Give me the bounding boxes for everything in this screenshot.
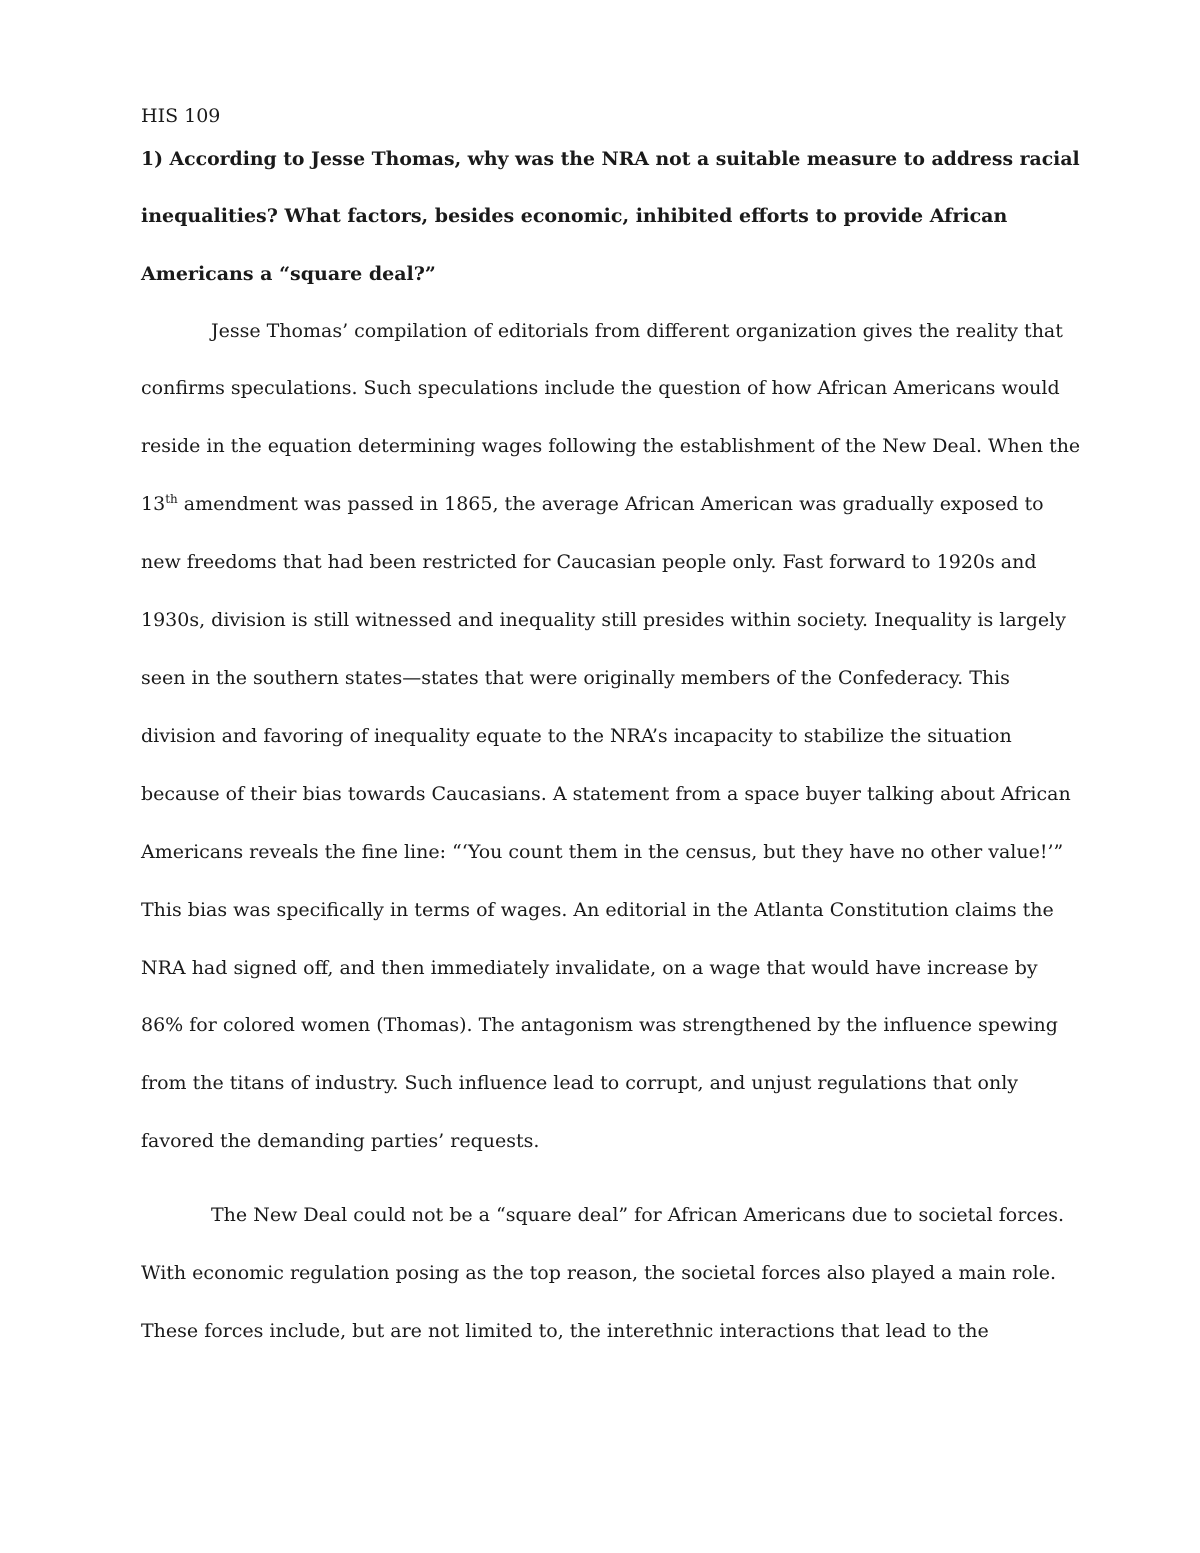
- ordinal-number: 13: [141, 493, 166, 515]
- question-line-1: 1) According to Jesse Thomas, why was the NRA not a suitable measure to address racial: [141, 148, 1080, 170]
- paragraph-2-line-3: These forces include, but are not limited to, the interethnic interactions that lead to the: [141, 1320, 989, 1342]
- paragraph-1-line-1: Jesse Thomas’ compilation of editorials from different organization gives the reality that: [211, 320, 1063, 342]
- paragraph-1-line-9: because of their bias towards Caucasians. A statement from a space buyer talking about African: [141, 783, 1071, 805]
- paragraph-1-line-6: 1930s, division is still witnessed and inequality still presides within society. Inequality is largely: [141, 609, 1066, 631]
- paragraph-2-line-2: With economic regulation posing as the top reason, the societal forces also played a main role.: [141, 1262, 1057, 1284]
- course-code: HIS 109: [141, 105, 221, 127]
- paragraph-2-line-1: The New Deal could not be a “square deal” for African Americans due to societal forces.: [211, 1204, 1064, 1226]
- paragraph-1-line-2: confirms speculations. Such speculations include the question of how African Americans would: [141, 377, 1060, 399]
- paragraph-1-line-14: from the titans of industry. Such influence lead to corrupt, and unjust regulations that only: [141, 1072, 1019, 1094]
- question-line-3: Americans a “square deal?”: [141, 263, 436, 285]
- paragraph-1-line-12: NRA had signed off, and then immediately invalidate, on a wage that would have increase by: [141, 957, 1038, 979]
- paragraph-1-line-4: [141, 492, 1044, 516]
- paragraph-1-line-10: Americans reveals the fine line: “‘You count them in the census, but they have no other value!’”: [141, 841, 1064, 863]
- paragraph-1-line-7: seen in the southern states—states that were originally members of the Confederacy. This: [141, 667, 1010, 689]
- question-line-2: inequalities? What factors, besides economic, inhibited efforts to provide African: [141, 205, 1008, 227]
- paragraph-1-line-13: 86% for colored women (Thomas). The antagonism was strengthened by the influence spewing: [141, 1014, 1058, 1036]
- paragraph-1-line-11: This bias was specifically in terms of wages. An editorial in the Atlanta Constitution claims the: [141, 899, 1054, 921]
- ordinal-suffix: th: [165, 492, 178, 506]
- paragraph-1-line-5: new freedoms that had been restricted for Caucasian people only. Fast forward to 1920s and: [141, 551, 1037, 573]
- paragraph-1-line-4-text: amendment was passed in 1865, the average African American was gradually exposed to: [177, 493, 1044, 515]
- paragraph-1-line-15: favored the demanding parties’ requests.: [141, 1130, 540, 1152]
- paragraph-1-line-3: reside in the equation determining wages following the establishment of the New Deal. When the: [141, 435, 1081, 457]
- paragraph-1-line-8: division and favoring of inequality equate to the NRA’s incapacity to stabilize the situation: [141, 725, 1012, 747]
